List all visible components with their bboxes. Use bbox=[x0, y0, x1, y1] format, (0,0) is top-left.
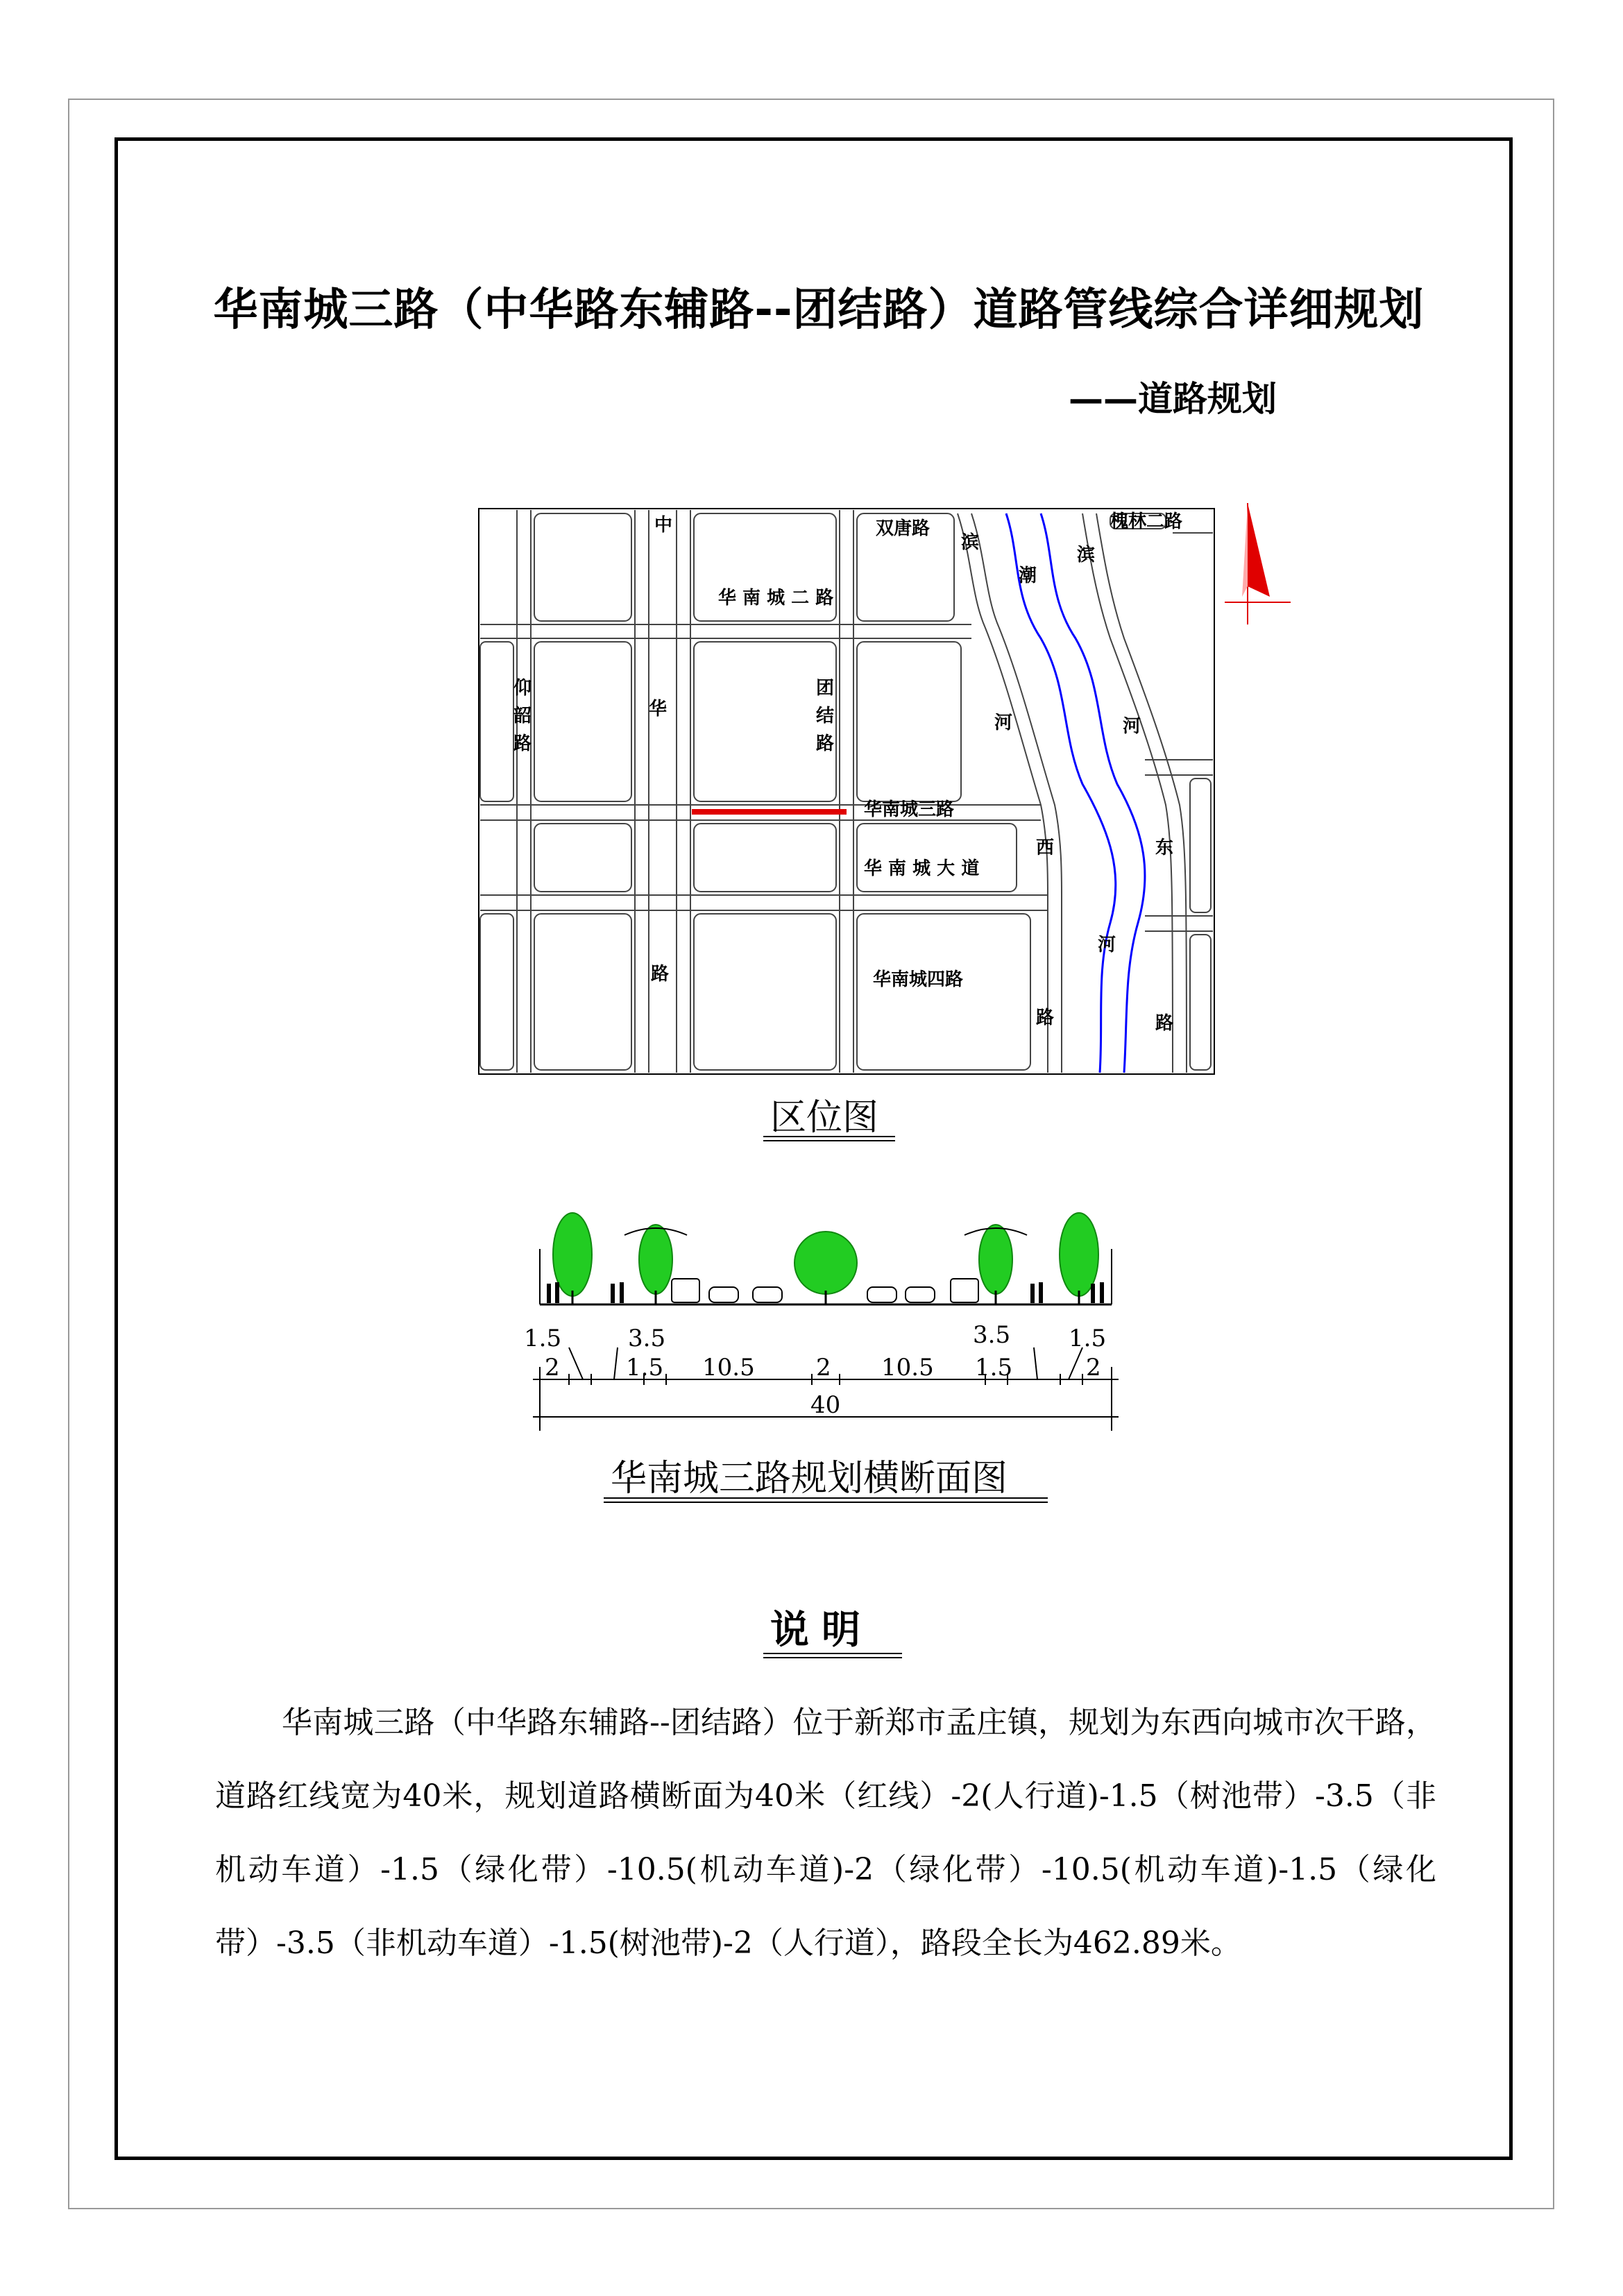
dim-bottom-5: 10.5 bbox=[881, 1354, 934, 1381]
map-label-yangshao-2: 韶 bbox=[513, 706, 532, 726]
map-label-chao: 潮 bbox=[1019, 566, 1037, 586]
map-label-tuanjie-3: 路 bbox=[816, 733, 835, 754]
dim-top-3: 3.5 bbox=[973, 1321, 1011, 1349]
map-label-xi: 西 bbox=[1036, 837, 1055, 858]
map-label-yangshao-1: 仰 bbox=[513, 678, 532, 699]
map-label-hnc2: 华 南 城 二 路 bbox=[718, 588, 834, 609]
caption-underline bbox=[763, 1657, 902, 1658]
map-label-yangshao-3: 路 bbox=[513, 733, 532, 754]
map-label-hnc3: 华南城三路 bbox=[864, 799, 955, 820]
map-label-hncdadao: 华 南 城 大 道 bbox=[864, 858, 980, 879]
map-label-bin2: 滨 bbox=[1077, 545, 1096, 566]
map-label-hua: 华 bbox=[649, 699, 668, 720]
map-label-hnc4: 华南城四路 bbox=[873, 969, 964, 990]
caption-underline bbox=[604, 1502, 1048, 1503]
caption-underline bbox=[763, 1140, 895, 1141]
map-label-lu: 路 bbox=[651, 964, 670, 985]
cross-section bbox=[524, 1213, 1119, 1431]
trees bbox=[553, 1213, 1098, 1296]
dim-bottom-4: 2 bbox=[816, 1354, 831, 1381]
map-label-lu-w: 路 bbox=[1036, 1007, 1055, 1028]
dim-top-1: 1.5 bbox=[524, 1325, 562, 1352]
map-label-dong: 东 bbox=[1155, 837, 1174, 858]
dim-bottom-6: 1.5 bbox=[975, 1354, 1013, 1381]
page-title: 华南城三路（中华路东辅路--团结路）道路管线综合详细规划 bbox=[213, 284, 1425, 336]
cross-section-caption: 华南城三路规划横断面图 bbox=[611, 1458, 1008, 1499]
dim-bottom-3: 10.5 bbox=[702, 1354, 755, 1381]
tree-trunks bbox=[572, 1291, 1079, 1304]
map-label-tuanjie-1: 团 bbox=[816, 678, 835, 699]
map-label-shuangtang: 双唐路 bbox=[876, 518, 931, 539]
location-map-caption: 区位图 bbox=[770, 1097, 879, 1139]
dim-bottom-2: 1.5 bbox=[626, 1354, 664, 1381]
location-map bbox=[479, 503, 1291, 1074]
note-body: 华南城三路（中华路东辅路--团结路）位于新郑市孟庄镇，规划为东西向城市次干路，道路红线宽为40米，规划道路横断面为40米（红线）-2(人行道)-1.5（树池带）-3.5（非机动车道）-1.5（绿化带）-10.5(机动车道)-2（绿化带）-10.5(机动车道)-1.5（绿化带）-3.5（非机动车道）-1.5(树池带)-2（人行道），路段全长为462.89米。 bbox=[215, 1705, 1436, 1961]
dim-bottom-7: 2 bbox=[1086, 1354, 1101, 1381]
caption-underline bbox=[604, 1497, 1048, 1499]
note-caption: 说明 bbox=[770, 1607, 873, 1653]
dim-bottom-1: 2 bbox=[545, 1354, 560, 1381]
map-label-he-e: 河 bbox=[1123, 716, 1141, 737]
page-subtitle: ——道路规划 bbox=[1069, 379, 1277, 419]
map-label-huailin2: 槐林二路 bbox=[1110, 511, 1183, 532]
map-label-zhong: 中 bbox=[654, 515, 673, 536]
map-label-tuanjie-2: 结 bbox=[816, 706, 835, 726]
map-label-he-w: 河 bbox=[994, 713, 1013, 733]
map-border bbox=[479, 509, 1214, 1074]
map-label-bin1: 滨 bbox=[961, 532, 980, 553]
north-arrow-icon bbox=[1225, 503, 1291, 624]
caption-underline bbox=[763, 1653, 902, 1654]
map-label-lu-e: 路 bbox=[1155, 1013, 1174, 1034]
dim-top-2: 3.5 bbox=[628, 1325, 666, 1352]
map-label-he-s: 河 bbox=[1098, 935, 1116, 955]
road-network bbox=[480, 510, 1213, 1073]
dim-total: 40 bbox=[810, 1391, 841, 1419]
dim-top-4: 1.5 bbox=[1069, 1325, 1107, 1352]
caption-underline bbox=[763, 1136, 895, 1137]
